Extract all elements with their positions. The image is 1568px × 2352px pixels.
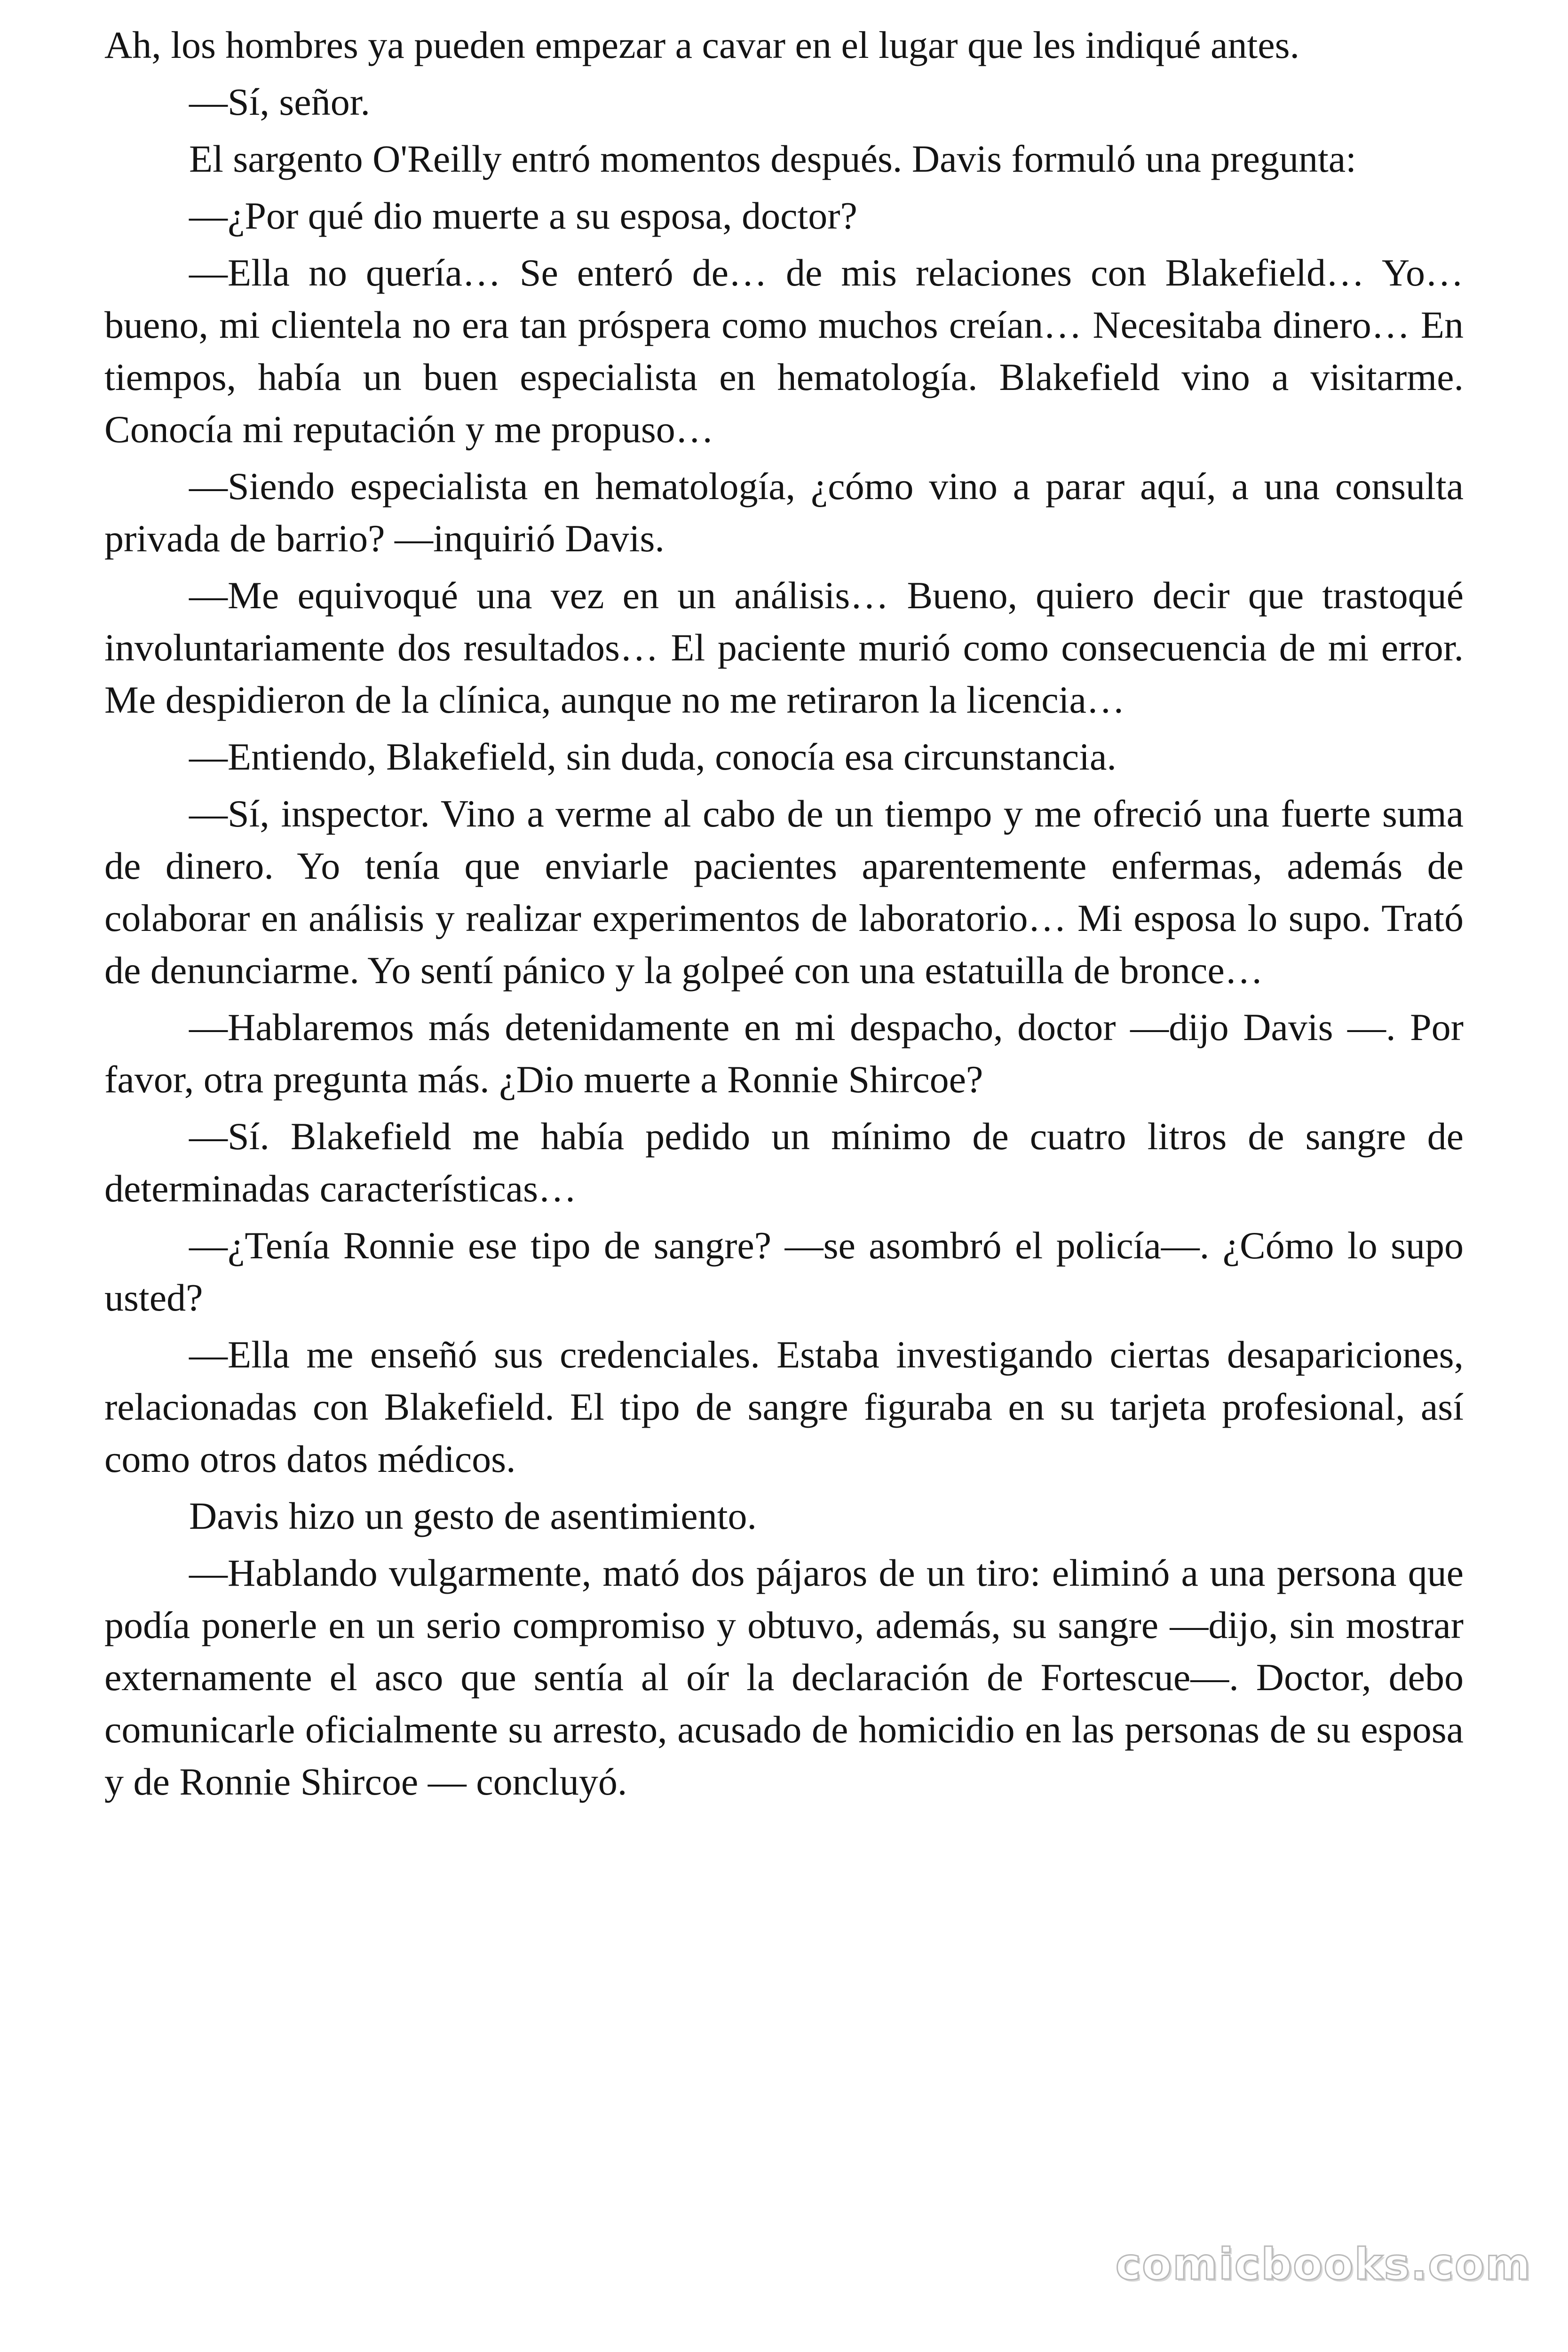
body-text bbox=[104, 19, 1464, 1812]
paragraph: —Ella me enseñó sus credenciales. Estaba investigando ciertas desapariciones, relacionadas con Blakefield. El tipo de sangre figuraba en su tarjeta profesional, así como otros datos médicos. bbox=[104, 1333, 1464, 1480]
paragraph: —Sí, señor. bbox=[189, 80, 370, 123]
paragraph: —Entiendo, Blakefield, sin duda, conocía esa circunstancia. bbox=[189, 735, 1117, 778]
watermark-logo: comicbooks.com bbox=[1115, 2239, 1531, 2289]
paragraph: —¿Tenía Ronnie ese tipo de sangre? —se asombró el policía—. ¿Cómo lo supo usted? bbox=[104, 1224, 1464, 1319]
paragraph: —¿Por qué dio muerte a su esposa, doctor? bbox=[189, 194, 857, 237]
paragraph: —Sí. Blakefield me había pedido un mínimo de cuatro litros de sangre de determinadas características… bbox=[104, 1115, 1464, 1210]
paragraph: —Sí, inspector. Vino a verme al cabo de un tiempo y me ofreció una fuerte suma de dinero. Yo tenía que enviarle pacientes aparentemente enfermas, además de colaborar en análisis y realizar experimentos de laboratorio… Mi esposa lo supo. Trató de denunciarme. Yo sentí pánico y la golpeé con una estatuilla de bronce… bbox=[104, 792, 1464, 992]
paragraph: —Ella no quería… Se enteró de… de mis relaciones con Blakefield… Yo… bueno, mi clientela no era tan próspera como muchos creían… Necesitaba dinero… En tiempos, había un buen especialista en hematología. Blakefield vino a visitarme. Conocía mi reputación y me propuso… bbox=[104, 251, 1464, 451]
paragraph: —Me equivoqué una vez en un análisis… Bueno, quiero decir que trastoqué involuntariamente dos resultados… El paciente murió como consecuencia de mi error. Me despidieron de la clínica, aunque no me retiraron la licencia… bbox=[104, 574, 1464, 721]
paragraph: —Hablando vulgarmente, mató dos pájaros de un tiro: eliminó a una persona que podía ponerle en un serio compromiso y obtuvo, además, su sangre —dijo, sin mostrar externamente el asco que sentía al oír la declaración de Fortescue—. Doctor, debo comunicarle oficialmente su arresto, acusado de homicidio en las personas de su esposa y de Ronnie Shircoe — concluyó. bbox=[104, 1551, 1464, 1803]
paragraph: El sargento O'Reilly entró momentos después. Davis formuló una pregunta: bbox=[189, 137, 1356, 180]
paragraph: —Hablaremos más detenidamente en mi despacho, doctor —dijo Davis —. Por favor, otra pregunta más. ¿Dio muerte a Ronnie Shircoe? bbox=[104, 1006, 1464, 1101]
paragraph: Davis hizo un gesto de asentimiento. bbox=[189, 1494, 757, 1537]
paragraph: —Siendo especialista en hematología, ¿cómo vino a parar aquí, a una consulta privada de barrio? —inquirió Davis. bbox=[104, 465, 1464, 560]
paragraph: Ah, los hombres ya pueden empezar a cavar en el lugar que les indiqué antes. bbox=[104, 24, 1300, 66]
